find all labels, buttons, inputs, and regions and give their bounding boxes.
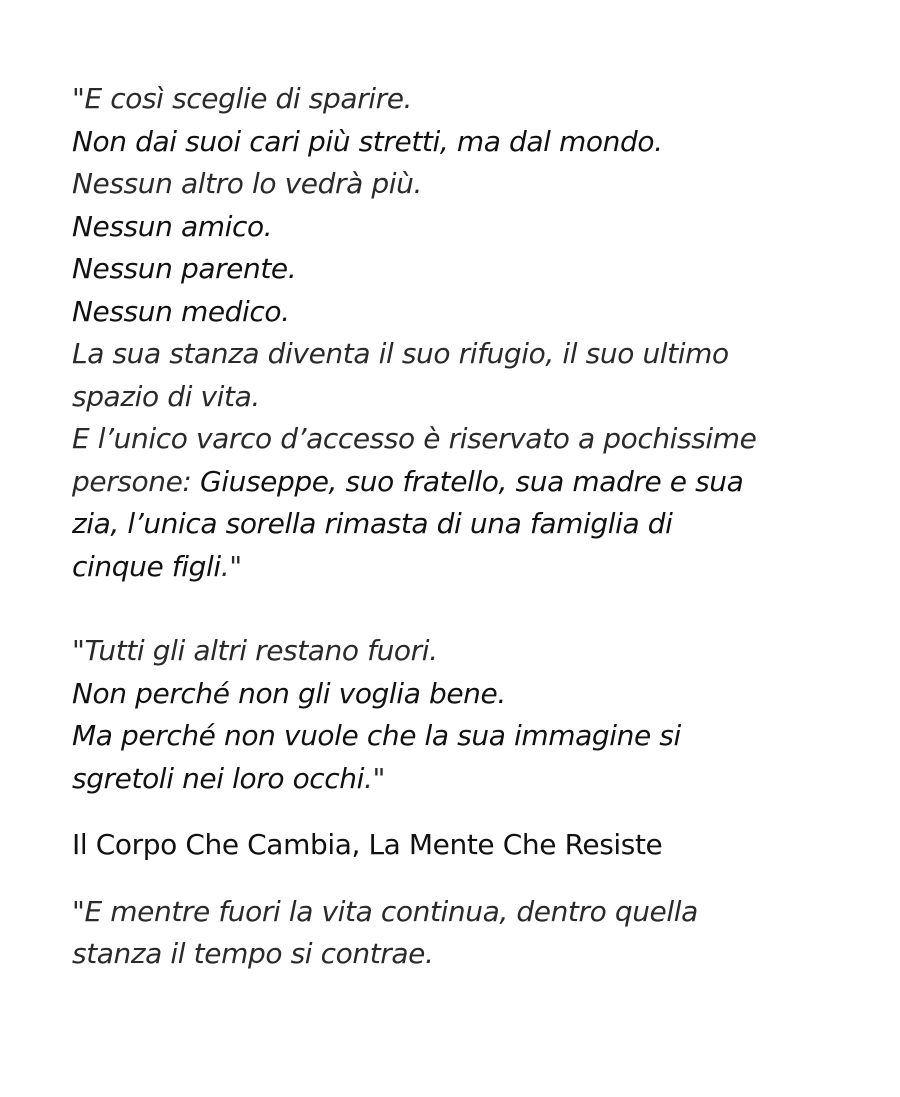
- text-line: [72, 758, 852, 801]
- text-line: spazio di vita.: [72, 379, 260, 413]
- text-line: "E mentre fuori la vita continua, dentro quella: [72, 894, 698, 928]
- paragraph-spacer: [72, 588, 852, 630]
- paragraph-3: [72, 891, 852, 976]
- text-line: Ma perché non vuole che la sua immagine si: [72, 719, 681, 752]
- text-line: "Tutti gli altri restano fuori.: [72, 634, 438, 667]
- text-line: Nessun medico.: [72, 294, 290, 328]
- document-page: [72, 78, 852, 976]
- text-line: [72, 461, 852, 504]
- text-line: [72, 546, 852, 589]
- text-line: Nessun amico.: [72, 209, 273, 243]
- paragraph-2: [72, 630, 852, 800]
- text-line: "E così sceglie di sparire.: [72, 82, 413, 115]
- section-heading: Il Corpo Che Cambia, La Mente Che Resiste: [72, 828, 663, 861]
- text-line: Non dai suoi cari più stretti, ma dal mondo.: [72, 124, 663, 158]
- text-fragment: .": [364, 761, 386, 795]
- text-line: zia, l’unica sorella rimasta di una famiglia di: [72, 507, 673, 540]
- text-line: E l’unico varco d’accesso è riservato a pochissime: [72, 422, 757, 455]
- text-line: stanza il tempo si contrae.: [72, 937, 434, 970]
- text-fragment: Giuseppe, suo fratello, sua madre e sua: [199, 464, 744, 498]
- text-fragment: cinque figli: [72, 549, 221, 583]
- text-line: Non perché non gli voglia bene.: [72, 676, 506, 710]
- text-fragment: persone:: [72, 464, 200, 498]
- text-fragment: .": [220, 549, 242, 583]
- text-fragment: sgretoli nei loro occhi: [72, 761, 365, 795]
- text-line: La sua stanza diventa il suo rifugio, il suo ultimo: [72, 337, 729, 370]
- paragraph-1: [72, 78, 852, 588]
- text-line: Nessun altro lo vedrà più.: [72, 167, 422, 200]
- text-line: Nessun parente.: [72, 252, 297, 285]
